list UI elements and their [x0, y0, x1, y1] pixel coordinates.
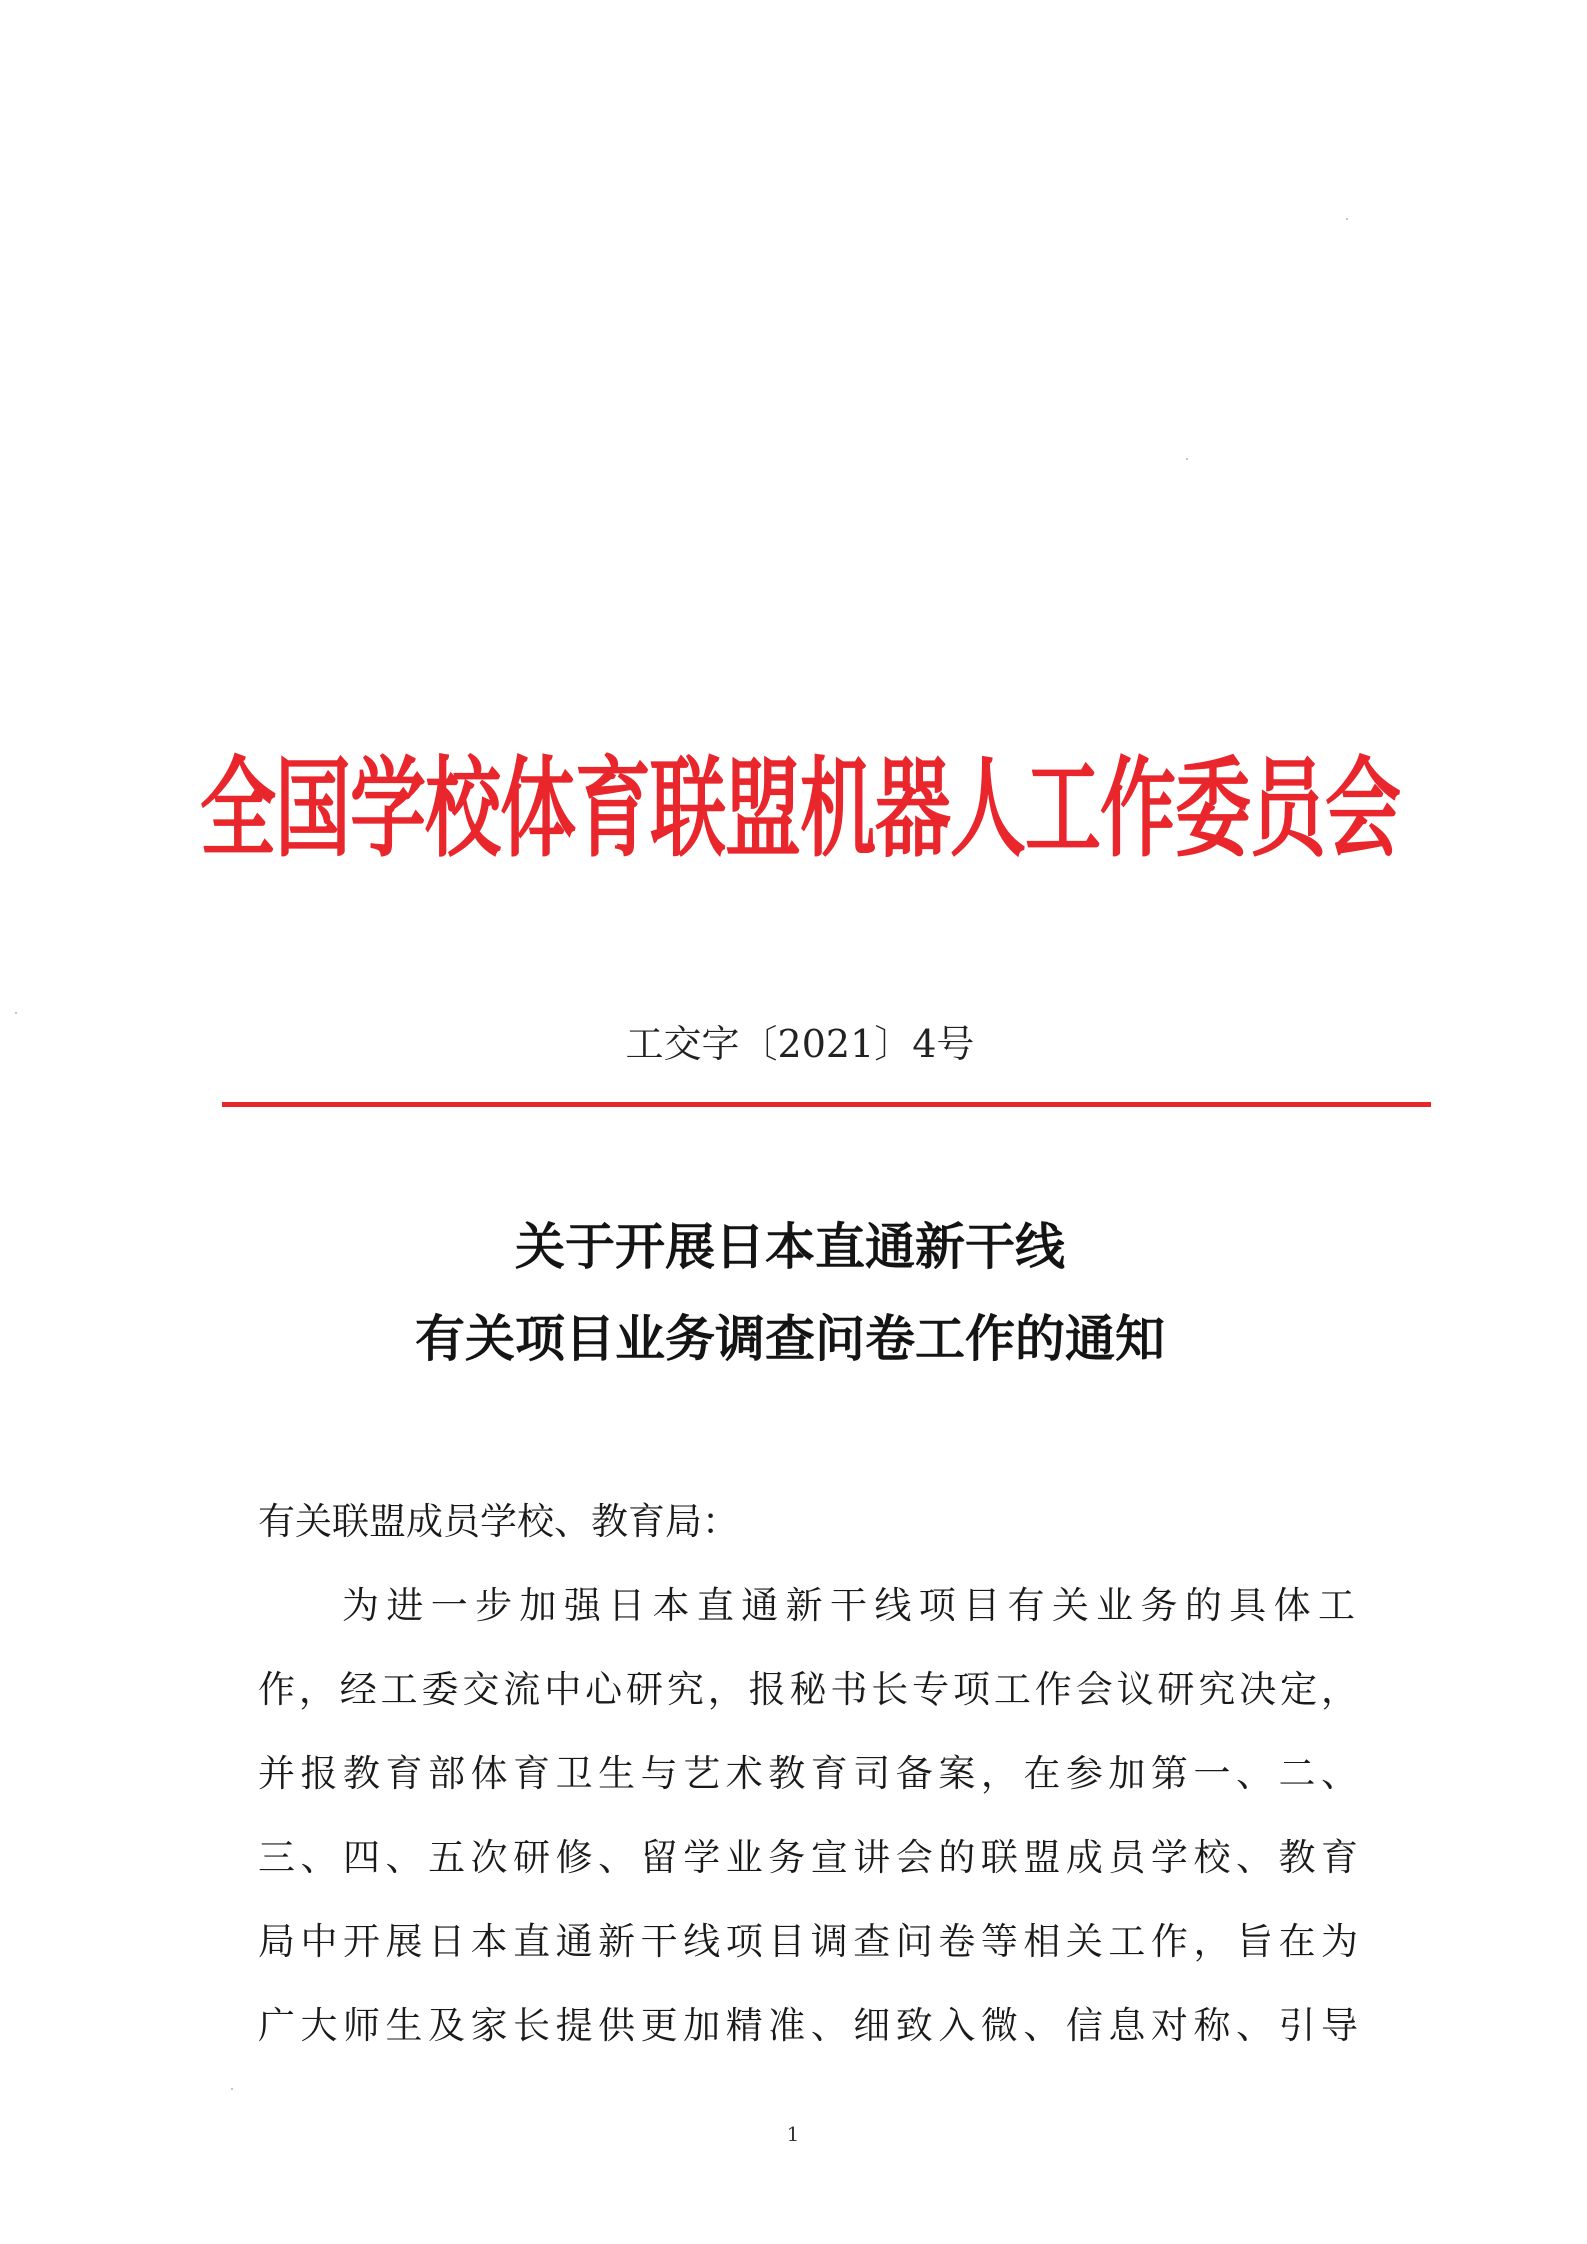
salutation: 有关联盟成员学校、教育局： — [258, 1500, 739, 1543]
body-paragraph-line: 三、四、五次研修、留学业务宣讲会的联盟成员学校、教育 — [258, 1836, 1358, 1879]
page-number: 1 — [786, 2122, 800, 2146]
body-paragraph-line: 作，经工委交流中心研究，报秘书长专项工作会议研究决定， — [258, 1668, 1358, 1711]
red-divider-line — [222, 1102, 1431, 1107]
document-title-line-1: 关于开展日本直通新干线 — [515, 1218, 1065, 1276]
scan-speck — [1346, 218, 1348, 220]
document-title-line-2: 有关项目业务调查问卷工作的通知 — [415, 1310, 1165, 1368]
organization-header: 全国学校体育联盟机器人工作委员会 — [200, 745, 1400, 872]
document-number: 工交字〔2021〕4号 — [625, 1022, 975, 1066]
scan-speck — [1186, 458, 1188, 460]
scan-speck — [231, 2088, 233, 2090]
body-paragraph-line: 并报教育部体育卫生与艺术教育司备案，在参加第一、二、 — [258, 1752, 1358, 1795]
body-paragraph-line: 为进一步加强日本直通新干线项目有关业务的具体工 — [342, 1584, 1355, 1627]
body-paragraph-line: 局中开展日本直通新干线项目调查问卷等相关工作，旨在为 — [258, 1920, 1358, 1963]
scan-speck — [15, 1012, 17, 1014]
body-paragraph-line: 广大师生及家长提供更加精准、细致入微、信息对称、引导 — [258, 2004, 1358, 2047]
